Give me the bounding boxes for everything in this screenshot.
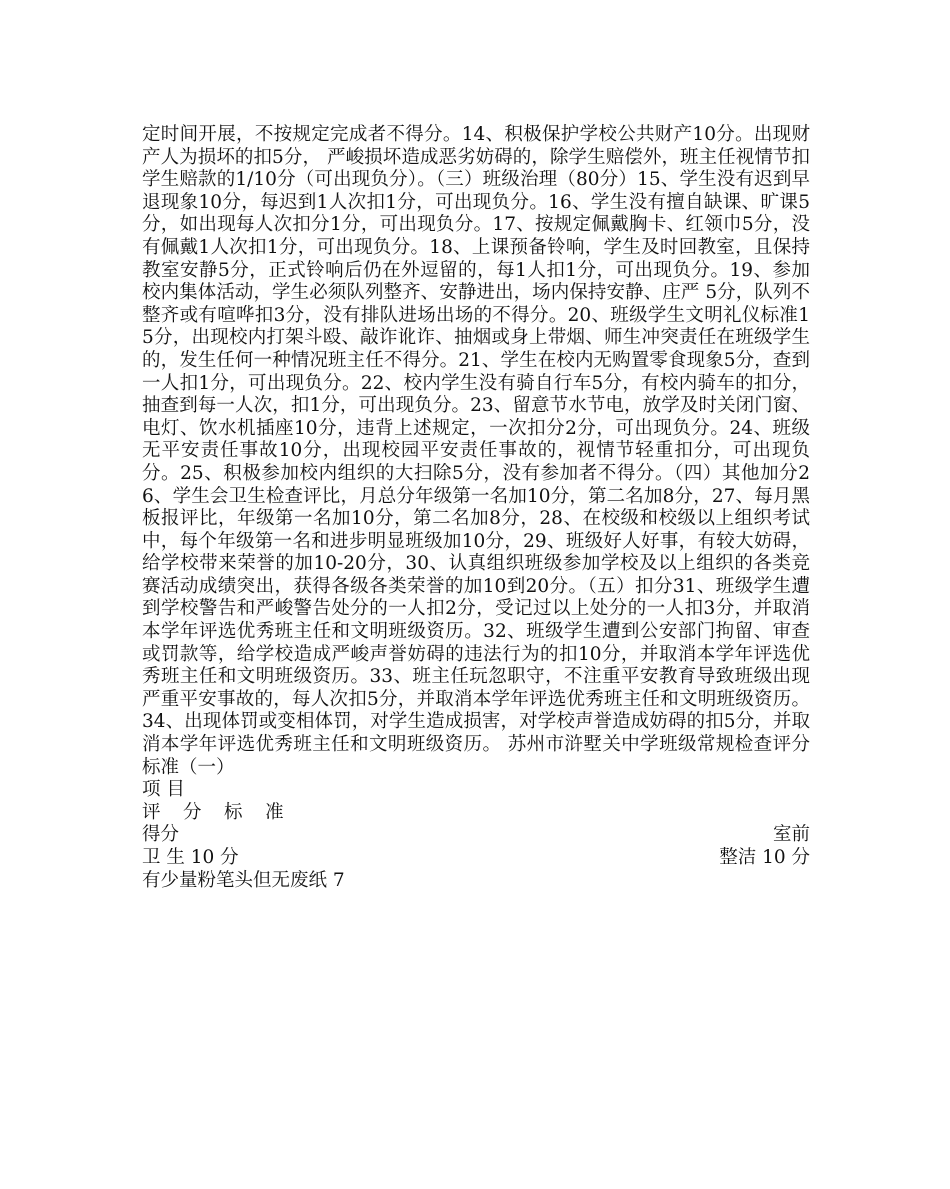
table-header-score: 得分: [142, 824, 180, 846]
table-cell-detail: 有少量粉笔头但无废纸 7: [142, 869, 345, 891]
table-cell-location: 室前: [772, 824, 810, 846]
table-cell-category: 卫 生 10 分: [142, 847, 239, 868]
table-cell-criterion: 整洁 10 分: [719, 847, 810, 868]
document-page: [142, 124, 810, 892]
table-header-criteria: 评 分 标 准: [142, 801, 292, 823]
table-header-item: 项 目: [142, 779, 185, 801]
body-paragraph: 定时间开展，不按规定完成者不得分。14、积极保护学校公共财产10分。出现财产人为损坏的扣5分， 严峻损坏造成恶劣妨碍的，除学生赔偿外，班主任视情节扣学生赔款的1/10分（可出现负分）。（三）班级治理（80分）15、学生没有迟到早退现象10分，每迟到1人次扣1分，可出现负分。16、学生没有擅自缺课、旷课5分，如出现每人次扣分1分，可出现负分。17、按规定佩戴胸卡、红领巾5分，没有佩戴1人次扣1分，可出现负分。18、上课预备铃响，学生及时回教室，且保持教室安静5分，正式铃响后仍在外逗留的，每1人扣1分，可出现负分。19、参加校内集体活动，学生必须队列整齐、安静进出，场内保持安静、庄严 5分，队列不整齐或有喧哗扣3分，没有排队进场出场的不得分。20、班级学生文明礼仪标准15分，出现校内打架斗殴、敲诈讹诈、抽烟或身上带烟、师生冲突责任在班级学生的，发生任何一种情况班主任不得分。21、学生在校内无购置零食现象5分，查到一人扣1分，可出现负分。22、校内学生没有骑自行车5分，有校内骑车的扣分，抽查到每一人次，扣1分，可出现负分。23、留意节水节电，放学及时关闭门窗、电灯、饮水机插座10分，违背上述规定，一次扣分2分，可出现负分。24、班级无平安责任事故10分，出现校园平安责任事故的，视情节轻重扣分，可出现负分。25、积极参加校内组织的大扫除5分，没有参加者不得分。（四）其他加分26、学生会卫生检查评比，月总分年级第一名加10分，第二名加8分，27、每月黑板报评比，年级第一名加10分，第二名加8分，28、在校级和校级以上组织考试中，每个年级第一名和进步明显班级加10分，29、班级好人好事，有较大妨碍，给学校带来荣誉的加10-20分，30、认真组织班级参加学校及以上组织的各类竞赛活动成绩突出，获得各级各类荣誉的加10到20分。（五）扣分31、班级学生遭到学校警告和严峻警告处分的一人扣2分，受记过以上处分的一人扣3分，并取消本学年评选优秀班主任和文明班级资历。32、班级学生遭到公安部门拘留、审查或罚款等，给学校造成严峻声誉妨碍的违法行为的扣10分，并取消本学年评选优秀班主任和文明班级资历。33、班主任玩忽职守，不注重平安教育导致班级出现严重平安事故的，每人次扣5分，并取消本学年评选优秀班主任和文明班级资历。34、出现体罚或变相体罚，对学生造成损害，对学校声誉造成妨碍的扣5分，并取消本学年评选优秀班主任和文明班级资历。 苏州市浒墅关中学班级常规检查评分标准（一）: [142, 124, 810, 778]
table-row-score: [142, 824, 810, 847]
table-row-hygiene: [142, 847, 810, 870]
